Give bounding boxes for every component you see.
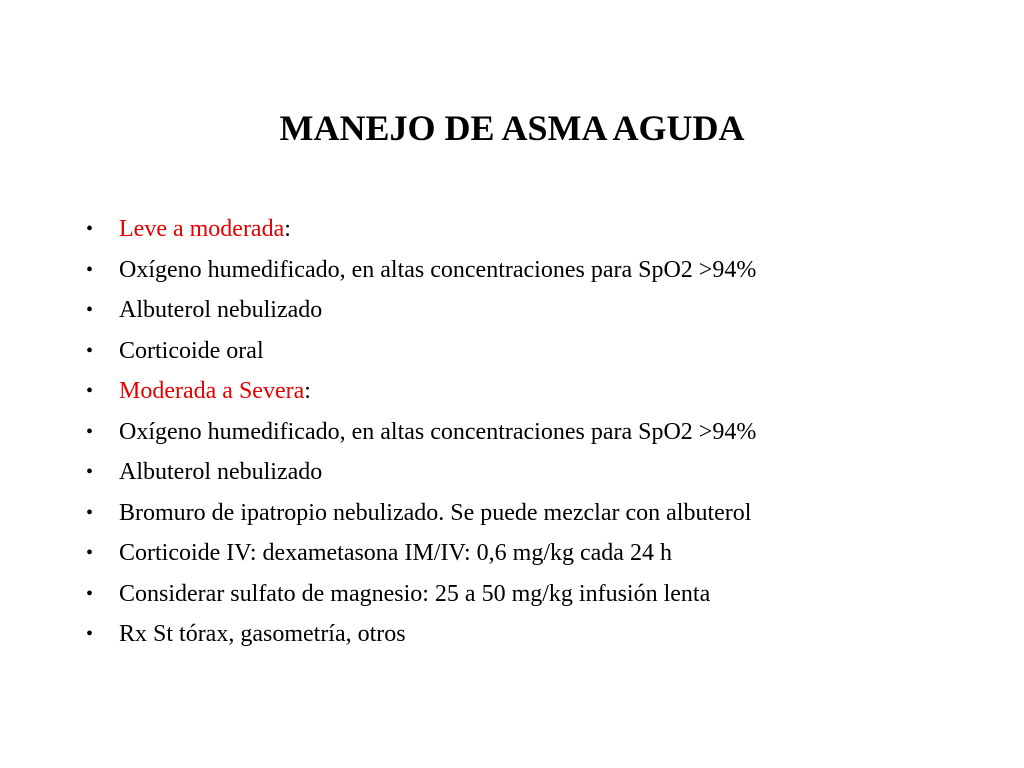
bullet-icon: • (86, 258, 94, 281)
bullet-text: Albuterol nebulizado (119, 459, 323, 485)
bullet-icon: • (86, 501, 94, 524)
bullet-item (86, 493, 756, 534)
bullet-text: Moderada a Severa (119, 378, 305, 404)
bullet-icon: • (86, 542, 94, 564)
bullet-icon: • (86, 420, 94, 443)
bullet-item (86, 533, 756, 574)
bullet-icon: • (86, 461, 94, 483)
bullet-text: Corticoide oral (119, 337, 264, 364)
bullet-suffix: : (304, 378, 311, 404)
bullet-text: Leve a moderada (119, 216, 285, 242)
bullet-text: Considerar sulfato de magnesio: 25 a 50 mg/kg infusión lenta (119, 580, 711, 607)
bullet-text: Albuterol nebulizado (119, 297, 323, 323)
bullet-item (86, 412, 756, 453)
bullet-text: Corticoide IV: dexametasona IM/IV: 0,6 mg/kg cada 24 h (119, 540, 672, 566)
bullet-item (86, 452, 756, 493)
bullet-item (86, 574, 756, 615)
bullet-item (86, 250, 756, 291)
bullet-item (86, 209, 756, 250)
bullet-suffix: : (284, 216, 291, 242)
bullet-text: Oxígeno humedificado, en altas concentraciones para SpO2 >94% (119, 256, 757, 283)
bullet-text: Rx St tórax, gasometría, otros (119, 621, 406, 647)
bullet-item (86, 371, 756, 412)
bullet-item (86, 290, 756, 331)
bullet-item (86, 614, 756, 655)
bullet-icon: • (86, 299, 94, 321)
bullet-icon: • (86, 582, 94, 605)
slide-title: MANEJO DE ASMA AGUDA (279, 108, 745, 148)
bullet-icon: • (86, 218, 94, 240)
bullet-list (86, 209, 756, 655)
bullet-text: Oxígeno humedificado, en altas concentraciones para SpO2 >94% (119, 418, 757, 445)
bullet-item (86, 331, 756, 372)
bullet-icon: • (86, 339, 94, 362)
bullet-text: Bromuro de ipatropio nebulizado. Se puede mezclar con albuterol (119, 499, 752, 526)
bullet-icon: • (86, 380, 94, 402)
bullet-icon: • (86, 623, 94, 645)
